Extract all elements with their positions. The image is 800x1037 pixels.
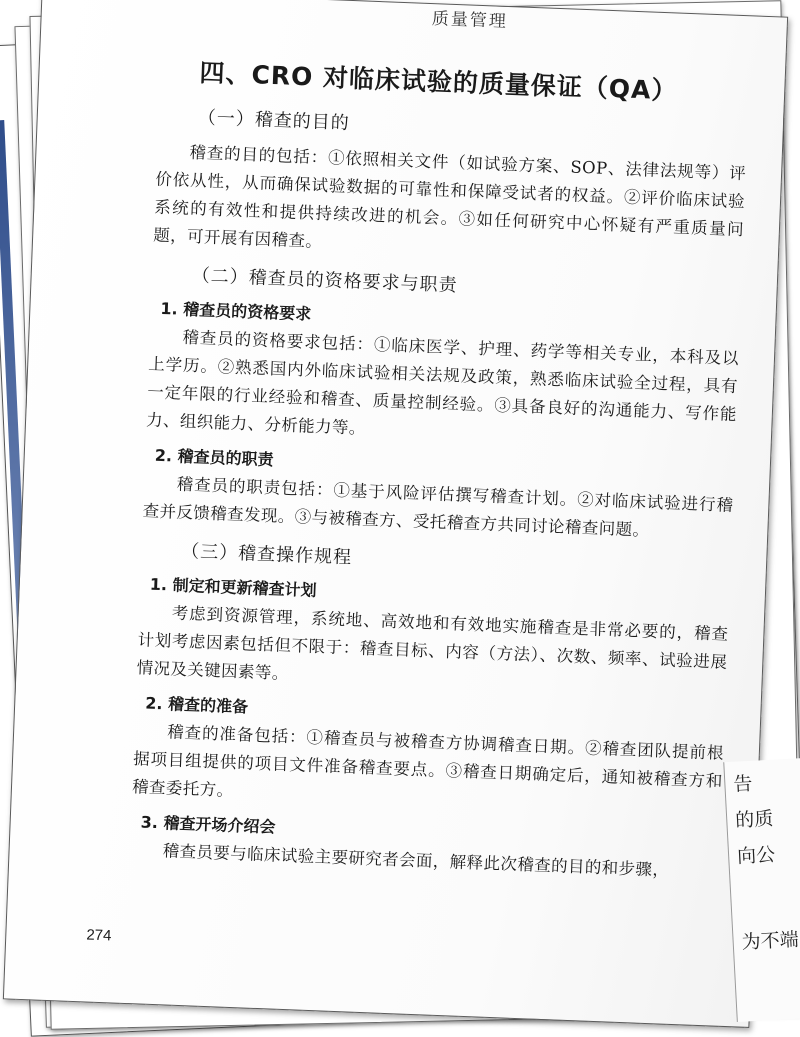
book-page <box>3 0 788 1028</box>
section-title: 四、CRO 对临床试验的质量保证（QA） <box>199 58 678 106</box>
adjacent-text-fragment: 的质 <box>734 807 774 832</box>
page-content <box>129 52 750 887</box>
duties-paragraph: 稽查员的职责包括：①基于风险评估撰写稽查计划。②对临床试验进行稽查并反馈稽查发现。③与被稽查方、受托稽查方共同讨论稽查问题。 <box>142 474 734 540</box>
adjacent-text-fragment: 告 <box>732 772 754 796</box>
procedure-heading: 2. 稽查的准备 <box>144 693 249 717</box>
procedure-paragraph: 考虑到资源管理，系统地、高效地和有效地实施稽查是非常必要的，稽查计划考虑因素包括但不限于：稽查目标、内容（方法）、次数、频率、试验进展情况及关键因素等。 <box>136 603 729 684</box>
adjacent-text-fragment: 为不端 <box>741 928 800 954</box>
adjacent-text-fragment: 向公 <box>736 843 776 868</box>
subsection-heading: （二）稽查员的资格要求与职责 <box>191 265 458 297</box>
procedure-heading: 1. 制定和更新稽查计划 <box>149 574 317 601</box>
running-header: 质量管理 <box>431 9 509 32</box>
procedure-paragraph: 稽查员要与临床试验主要研究者会面，解释此次稽查的目的和步骤， <box>162 841 670 880</box>
purpose-paragraph: 稽查的目的包括：①依照相关文件（如试验方案、SOP、法律法规等）评价依从性，从而确保试验数据的可靠性和保障受试者的权益。②评价临床试验系统的有效性和提供持续改进的机会。③如任何研究中心怀疑有严重质量问题，可开展有因稽查。 <box>152 142 747 251</box>
procedure-heading: 3. 稽查开场介绍会 <box>140 812 276 837</box>
qualifications-heading: 1. 稽查员的资格要求 <box>160 298 312 324</box>
adjacent-page <box>723 758 800 1022</box>
subsection-heading: （三）稽查操作规程 <box>180 540 353 569</box>
page-number: 274 <box>86 926 112 945</box>
procedure-paragraph: 稽查的准备包括：①稽查员与被稽查方协调稽查日期。②稽查团队提前根据项目组提供的项目文件准备稽查要点。③稽查日期确定后，通知被稽查方和稽查委托方。 <box>131 722 725 800</box>
subsection-heading: （一）稽查的目的 <box>197 107 351 134</box>
duties-heading: 2. 稽查员的职责 <box>154 445 274 470</box>
qualifications-paragraph: 稽查员的资格要求包括：①临床医学、护理、药学等相关专业，本科及以上学历。②熟悉国内外临床试验相关法规及政策，熟悉临床试验全过程，具有一定年限的行业经验和稽查、质量控制经验。③具备良好的沟通能力、写作能力、组织能力、分析能力等。 <box>145 327 740 438</box>
